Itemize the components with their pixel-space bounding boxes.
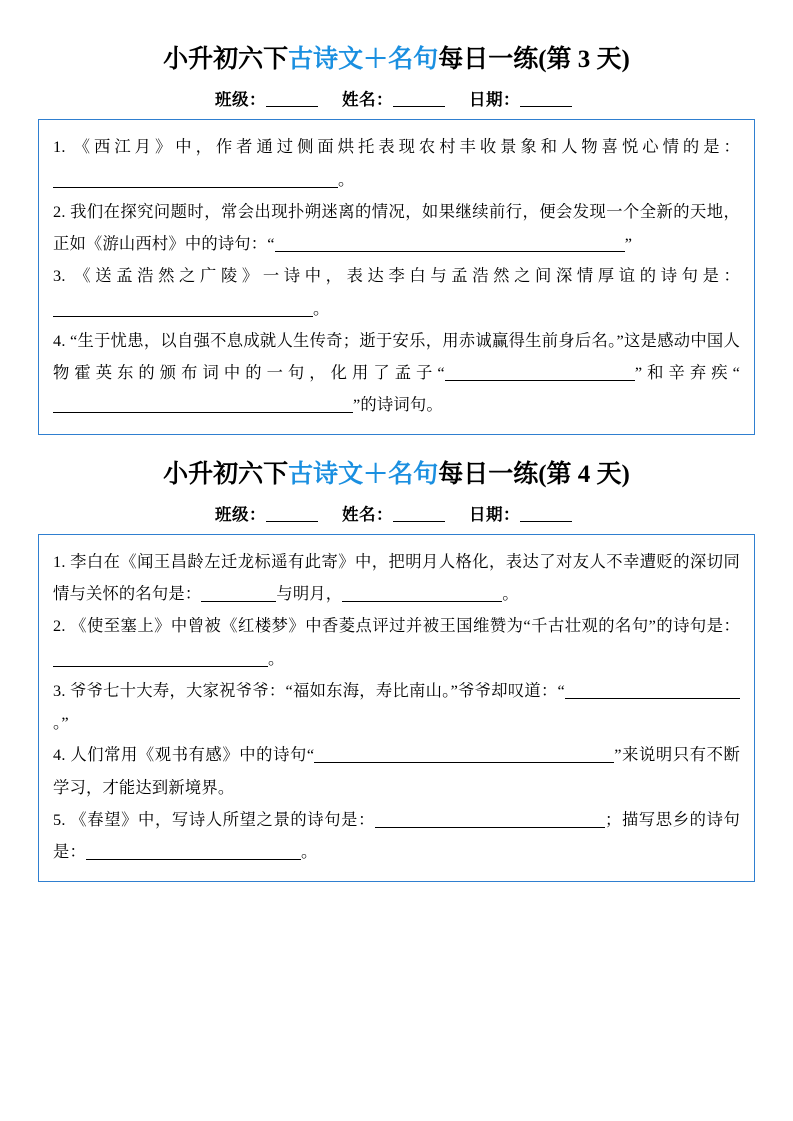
worksheet-section-day4: [38, 459, 755, 882]
section-divider-space: [38, 441, 755, 459]
title-accent: 古诗文＋名句: [288, 46, 439, 73]
class-label: 班级：: [215, 90, 266, 110]
answer-blank[interactable]: [275, 251, 465, 252]
title-suffix: 每日一练(第 3 天): [438, 46, 630, 73]
question-box-day4: [38, 534, 755, 882]
date-input[interactable]: [520, 521, 572, 522]
page-title-day3: [38, 44, 755, 75]
class-label: 班级：: [215, 504, 266, 524]
question-number: 4.: [53, 745, 66, 765]
question-text-tail: ”的诗词句。: [353, 395, 443, 415]
date-label: 日期：: [469, 504, 520, 524]
question-text: 人们常用《观书有感》中的诗句“: [70, 745, 315, 765]
question-text: 爷爷七十大寿，大家祝爷爷：“福如东海，寿比南山。”爷爷却叹道：“: [70, 680, 565, 700]
answer-blank[interactable]: [314, 762, 614, 763]
answer-blank[interactable]: [462, 601, 502, 602]
student-meta-day4: [38, 501, 755, 525]
question-text-mid: 与明月，: [276, 584, 343, 604]
question-number: 1.: [53, 137, 66, 157]
answer-blank[interactable]: [565, 698, 740, 699]
answer-blank[interactable]: [53, 187, 338, 188]
question-number: 3.: [53, 680, 66, 700]
title-accent: 古诗文＋名句: [288, 460, 439, 488]
question-number: 3.: [53, 266, 66, 286]
question-text: 《春望》中，写诗人所望之景的诗句是：: [70, 810, 376, 830]
question-number: 4.: [53, 330, 66, 350]
answer-blank[interactable]: [53, 412, 353, 413]
answer-blank[interactable]: [53, 316, 313, 317]
question-text-mid: ”和辛弃疾“: [634, 363, 740, 383]
date-label: 日期：: [469, 90, 520, 110]
question-number: 2.: [53, 201, 66, 221]
question-item: [53, 260, 740, 325]
date-input[interactable]: [520, 106, 572, 107]
question-item: [53, 739, 740, 804]
answer-blank[interactable]: [465, 251, 625, 252]
answer-blank[interactable]: [201, 601, 276, 602]
class-input[interactable]: [266, 106, 318, 107]
answer-blank[interactable]: [86, 859, 301, 860]
question-text-tail: ”来说明只有不断学习，才能达到新境界。: [53, 745, 740, 797]
question-number: 5.: [53, 810, 66, 830]
title-prefix: 小升初六下: [163, 46, 289, 73]
student-meta-day3: [38, 86, 755, 110]
question-text: 《使至塞上》中曾被《红楼梦》中香菱点评过并被王国维赞为“千古壮观的名句”的诗句是：: [70, 616, 740, 636]
question-text-tail: 。: [300, 842, 318, 862]
answer-blank[interactable]: [505, 380, 635, 381]
name-input[interactable]: [393, 106, 445, 107]
name-label: 姓名：: [342, 504, 393, 524]
question-text-tail: 。: [313, 298, 330, 318]
question-number: 1.: [53, 551, 66, 571]
question-item: [53, 131, 740, 196]
question-item: [53, 196, 740, 261]
answer-blank[interactable]: [375, 827, 605, 828]
question-text: 我们在探究问题时，常会出现扑朔迷离的情况，如果继续前行，便会发现一个全新的天地，正如《游山西村》中的诗句：“: [53, 201, 740, 254]
name-label: 姓名：: [342, 90, 393, 110]
question-text-tail: 。: [502, 584, 519, 604]
question-text-tail: 。: [338, 169, 355, 189]
question-text: 《西江月》中，作者通过侧面烘托表现农村丰收景象和人物喜悦心情的是：: [73, 137, 740, 157]
answer-blank[interactable]: [53, 666, 268, 667]
name-input[interactable]: [393, 521, 445, 522]
class-input[interactable]: [266, 521, 318, 522]
title-suffix: 每日一练(第 4 天): [438, 460, 630, 488]
title-prefix: 小升初六下: [163, 460, 289, 488]
question-item: [53, 675, 740, 740]
question-item: [53, 804, 740, 869]
question-text: 《送孟浩然之广陵》一诗中，表达李白与孟浩然之间深情厚谊的诗句是：: [74, 266, 740, 286]
answer-blank[interactable]: [445, 380, 505, 381]
question-text: 李白在《闻王昌龄左迁龙标遥有此寄》中，把明月人格化，表达了对友人不幸遭贬的深切同情与关怀的名句是：: [53, 551, 740, 604]
question-number: 2.: [53, 616, 66, 636]
question-text-mid: ；描写思乡的诗句是：: [53, 810, 740, 862]
question-text-tail: 。”: [53, 713, 69, 733]
question-item: [53, 546, 740, 611]
question-text-tail: 。: [268, 648, 285, 668]
worksheet-section-day3: [38, 44, 755, 435]
question-text: “生于忧患，以自强不息成就人生传奇；逝于安乐，用赤诚赢得生前身后名。”这是感动中国人物霍英东的颁布词中的一句，化用了孟子“: [53, 330, 740, 383]
question-box-day3: [38, 119, 755, 434]
page-title-day4: [38, 459, 755, 490]
question-item: [53, 325, 740, 422]
question-item: [53, 610, 740, 675]
question-text-tail: ”: [624, 234, 633, 254]
answer-blank[interactable]: [342, 601, 462, 602]
